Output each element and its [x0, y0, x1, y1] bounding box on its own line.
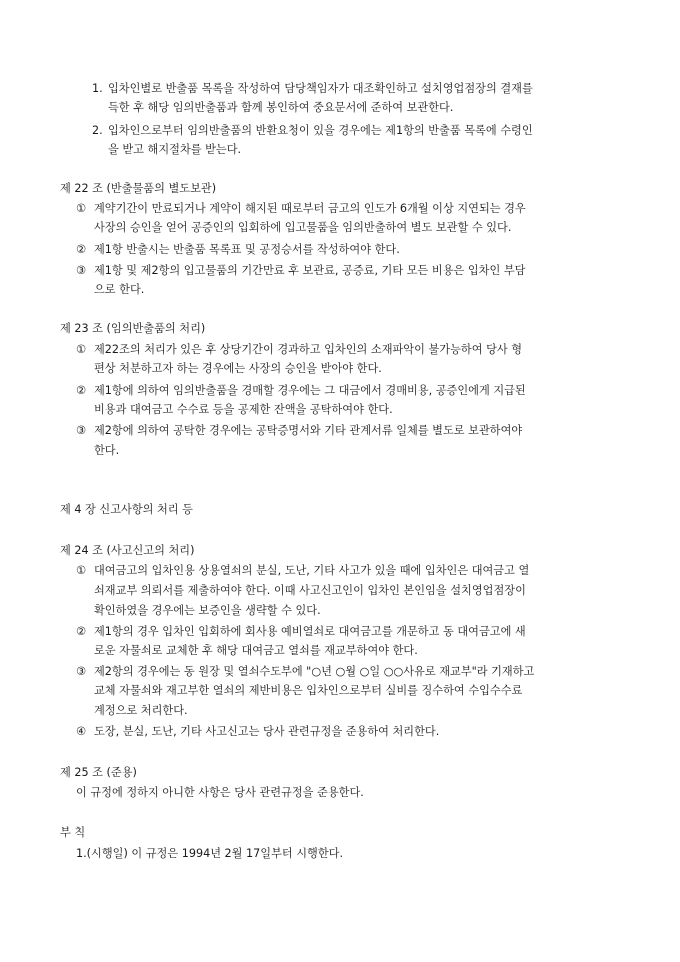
- supplementary-item: 1.(시행일) 이 규정은 1994년 2월 17일부터 시행한다.: [76, 847, 344, 860]
- item-text: 계약기간이 만료되거나 계약이 해지된 때로부터 금고의 인도가 6개월 이상 지연되는 경우: [94, 202, 526, 215]
- item-text: 제1항의 경우 입차인 입회하에 회사용 예비열쇠로 대여금고를 개문하고 동 대여금고에 새: [94, 625, 526, 638]
- article-title: 제 25 조 (준용): [60, 766, 137, 779]
- item-text: 계정으로 처리한다.: [94, 704, 188, 717]
- item-text: 제1항에 의하여 임의반출품을 경매할 경우에는 그 대금에서 경매비용, 공증인에게 지급된: [94, 384, 526, 397]
- item-number: ③: [76, 665, 87, 678]
- item-number: ②: [76, 625, 87, 638]
- item-text: 편상 처분하고자 하는 경우에는 사장의 승인을 받아야 한다.: [94, 362, 382, 375]
- item-number: ①: [76, 343, 87, 356]
- item-text: 대여금고의 입차인용 상용열쇠의 분실, 도난, 기타 사고가 있을 때에 입차인은 대여금고 열: [94, 564, 530, 577]
- item-text: 로운 자물쇠로 교체한 후 해당 대여금고 열쇠를 재교부하여야 한다.: [94, 644, 418, 657]
- item-text: 확인하였을 경우에는 보증인을 생략할 수 있다.: [94, 604, 321, 617]
- supplementary-title: 부 칙: [60, 826, 86, 839]
- item-text: 제22조의 처리가 있은 후 상당기간이 경과하고 입차인의 소재파악이 불가능하여 당사 형: [94, 343, 523, 356]
- item-text: 으로 한다.: [94, 283, 145, 296]
- item-number: ④: [76, 725, 87, 738]
- item-text: 도장, 분실, 도난, 기타 사고신고는 당사 관련규정을 준용하여 처리한다.: [94, 725, 440, 738]
- item-number: ①: [76, 202, 87, 215]
- item-text: 비용과 대여금고 수수료 등을 공제한 잔액을 공탁하여야 한다.: [94, 403, 393, 416]
- item-text: 입차인별로 반출품 목록을 작성하여 담당책임자가 대조확인하고 설치영업점장의 결재를: [108, 82, 533, 95]
- item-text: 제2항에 의하여 공탁한 경우에는 공탁증명서와 기타 관계서류 일체를 별도로 보관하여야: [94, 424, 523, 437]
- item-text: 교체 자물쇠와 재고부한 열쇠의 제반비용은 입차인으로부터 실비를 징수하여 수입수수료: [94, 684, 523, 697]
- item-number: ③: [76, 424, 87, 437]
- item-number: ①: [76, 564, 87, 577]
- item-number: 2.: [92, 124, 103, 137]
- article-title: 제 24 조 (사고신고의 처리): [60, 544, 195, 557]
- article-title: 제 23 조 (임의반출품의 처리): [60, 322, 206, 335]
- item-number: ②: [76, 243, 87, 256]
- item-text: 한다.: [94, 444, 120, 457]
- item-text: 득한 후 해당 임의반출품과 함께 봉인하여 중요문서에 준하여 보관한다.: [108, 101, 454, 114]
- item-number: ③: [76, 264, 87, 277]
- article-body: 이 규정에 정하지 아니한 사항은 당사 관련규정을 준용한다.: [76, 786, 364, 799]
- item-text: 제2항의 경우에는 동 원장 및 열쇠수도부에 "○년 ○월 ○일 ○○사유로 재교부"라 기재하고: [94, 665, 535, 678]
- item-text: 입차인으로부터 임의반출품의 반환요청이 있을 경우에는 제1항의 반출품 목록에 수령인: [108, 124, 533, 137]
- item-number: ②: [76, 384, 87, 397]
- item-text: 사장의 승인을 얻어 공증인의 입회하에 입고물품을 임의반출하여 별도 보관할 수 있다.: [94, 221, 512, 234]
- item-number: 1.: [92, 82, 103, 95]
- chapter-title: 제 4 장 신고사항의 처리 등: [60, 503, 193, 516]
- item-text: 제1항 반출시는 반출품 목록표 및 공정승서를 작성하여야 한다.: [94, 243, 400, 256]
- item-text: 쇠재교부 의뢰서를 제출하여야 한다. 이때 사고신고인이 입차인 본인임을 설치영업점장이: [94, 584, 526, 597]
- item-text: 을 받고 해지절차를 받는다.: [108, 143, 242, 156]
- article-title: 제 22 조 (반출물품의 별도보관): [60, 182, 217, 195]
- item-text: 제1항 및 제2항의 입고물품의 기간만료 후 보관료, 공증료, 기타 모든 비용은 입차인 부담: [94, 264, 526, 277]
